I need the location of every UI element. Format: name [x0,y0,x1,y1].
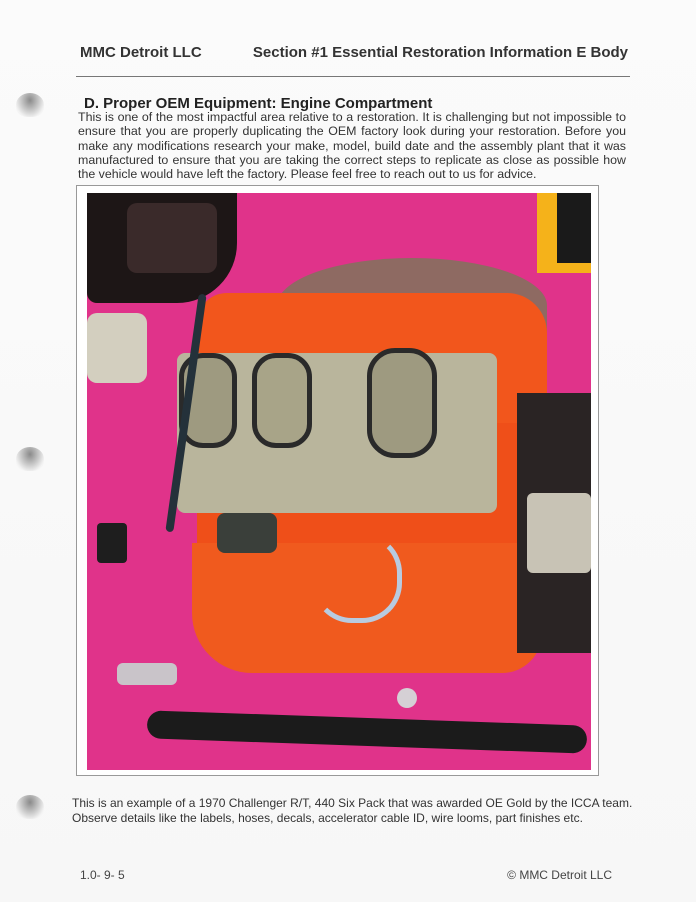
caption-line-2: Observe details like the labels, hoses, decals, accelerator cable ID, wire looms, part finishes etc. [72,811,583,825]
footer-copyright: © MMC Detroit LLC [507,868,612,882]
binder-hole [16,93,44,117]
header-company: MMC Detroit LLC [80,44,202,61]
header-section-title: Section #1 Essential Restoration Information E Body [252,44,628,61]
caption-line-1: This is an example of a 1970 Challenger R/T, 440 Six Pack that was awarded OE Gold by the ICCA team. [72,796,633,810]
section-heading: D. Proper OEM Equipment: Engine Compartment [84,95,433,112]
section-body: This is one of the most impactful area relative to a restoration. It is challenging but not impossible to ensure that you are properly duplicating the OEM factory look during your restoration. Before you make any modifications research your make, model, build date and the assembly plant that it was manufactured to ensure that you are taking the correct steps to replicate as close as possible how the vehicle would have left the factory. Please feel free to reach out to us for advice. [78,110,626,182]
binder-hole [16,447,44,471]
figure-caption [72,796,632,826]
engine-compartment-photo [87,193,591,770]
page-number: 1.0- 9- 5 [80,868,125,882]
header-divider [76,76,630,77]
binder-hole [16,795,44,819]
figure-frame [76,185,599,776]
